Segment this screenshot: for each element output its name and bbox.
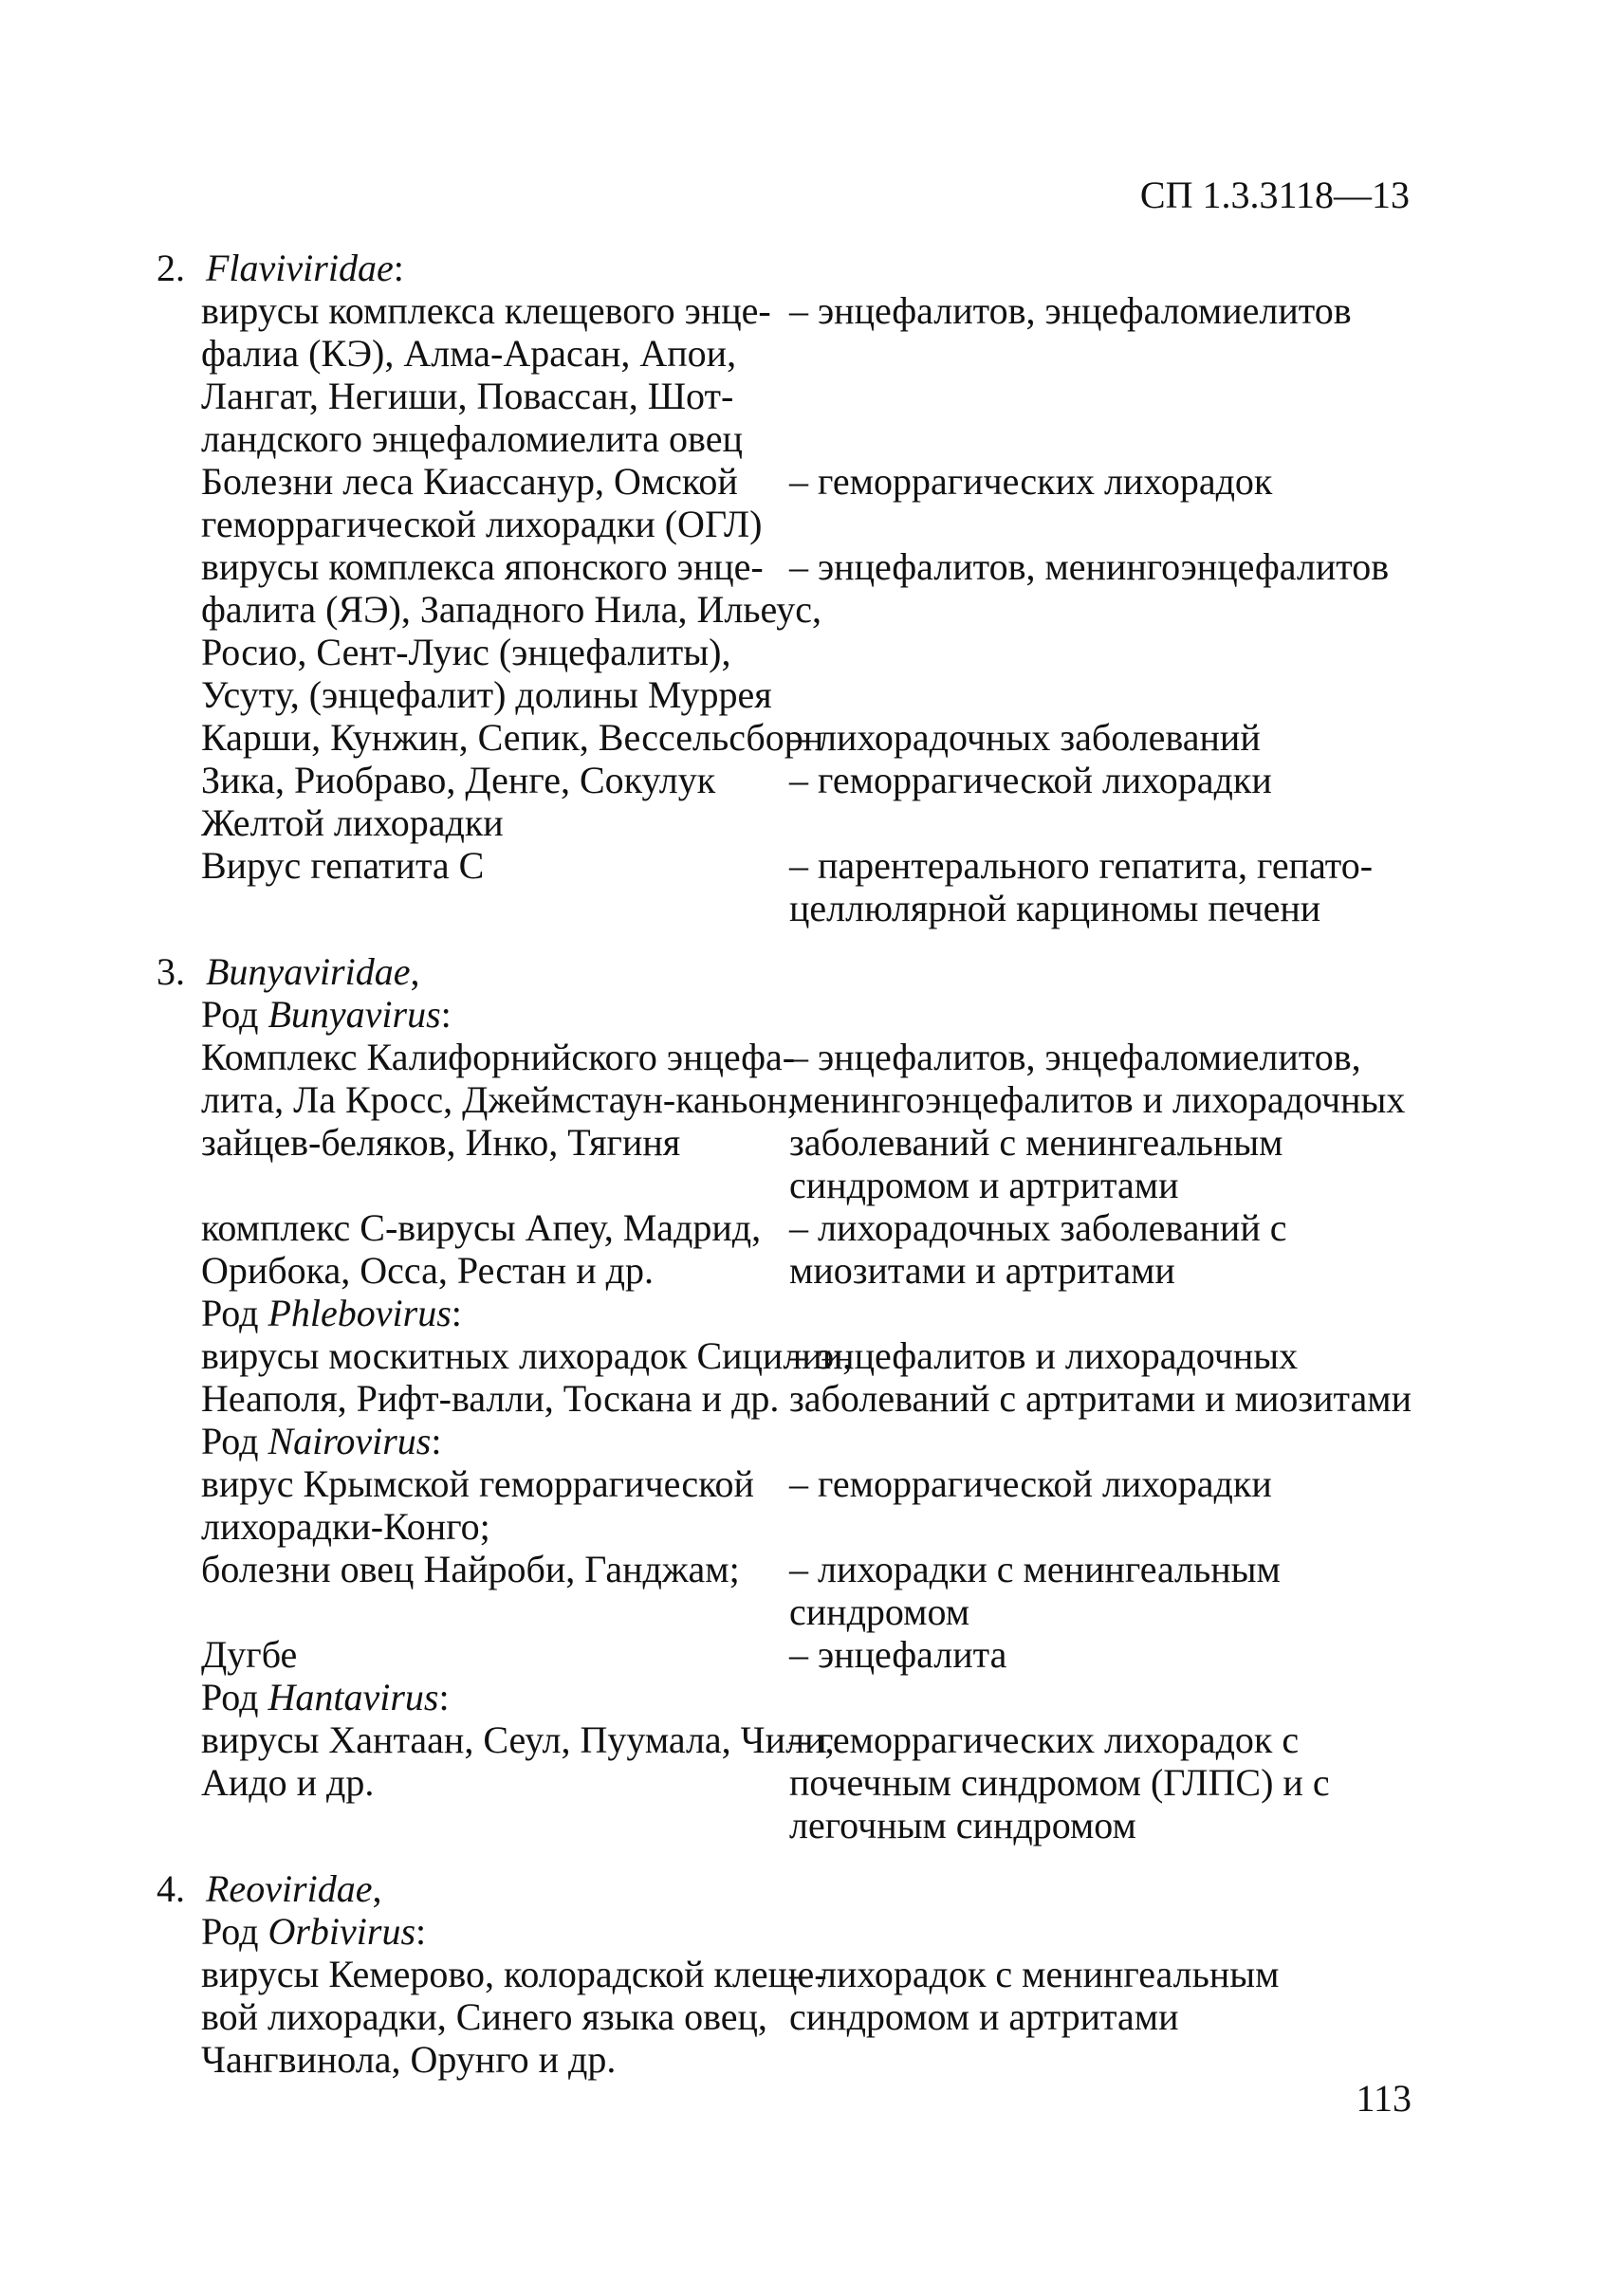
disease-cell	[789, 460, 1485, 545]
blank-line	[201, 1164, 789, 1206]
disease-line: – энцефалитов и лихорадочных	[789, 1334, 1299, 1377]
disease-cell	[789, 1548, 1485, 1633]
table-row	[157, 1334, 1485, 1420]
disease-cell	[789, 844, 1485, 929]
disease-line: – лихорадочных заболеваний с	[789, 1206, 1287, 1249]
disease-line: заболеваний с менингеальным	[789, 1121, 1283, 1164]
genus-name: Phlebovirus	[268, 1292, 452, 1334]
virus-names-cell	[157, 1206, 789, 1292]
family-name: Reoviridae	[206, 1867, 373, 1910]
family-section	[157, 950, 1485, 1846]
genus-heading	[157, 1292, 1485, 1334]
virus-list	[157, 247, 1485, 2081]
genus-prefix: Род	[201, 1420, 268, 1462]
genus-name: Orbivirus	[268, 1910, 416, 1953]
blank-line	[201, 1590, 789, 1633]
disease-cell	[789, 1462, 1485, 1548]
genus-punct: :	[431, 1420, 442, 1462]
disease-cell	[789, 1953, 1485, 2081]
virus-names-line: Аидо и др.	[201, 1761, 375, 1804]
section-number: 4.	[157, 1867, 185, 1910]
genus-heading	[157, 1676, 1485, 1718]
genus-punct: :	[451, 1292, 462, 1334]
disease-line: синдромом	[789, 1590, 970, 1633]
virus-names-line: комплекс С-вирусы Апеу, Мадрид,	[201, 1206, 762, 1249]
virus-names-line: вирус Крымской геморрагической	[201, 1462, 754, 1505]
virus-names-line: ландского энцефаломиелита овец	[201, 417, 743, 460]
disease-line: – геморрагической лихорадки	[789, 759, 1272, 801]
disease-line: почечным синдромом (ГЛПС) и с	[789, 1761, 1330, 1804]
family-section	[157, 247, 1485, 929]
virus-names-line: Карши, Кунжин, Сепик, Вессельсборн	[201, 716, 824, 759]
section-number: 2.	[157, 247, 185, 289]
family-heading	[157, 247, 1485, 289]
virus-names-line: геморрагической лихорадки (ОГЛ)	[201, 503, 763, 545]
disease-line: – энцефалитов, менингоэнцефалитов	[789, 545, 1390, 588]
disease-line: – геморрагической лихорадки	[789, 1462, 1272, 1505]
genus-name: Hantavirus	[268, 1676, 439, 1718]
table-row	[157, 1462, 1485, 1548]
disease-cell	[789, 545, 1485, 716]
table-row	[157, 1206, 1485, 1292]
genus-punct: :	[440, 993, 452, 1036]
genus-name: Nairovirus	[268, 1420, 432, 1462]
virus-names-line: фалиа (КЭ), Алма-Арасан, Апои,	[201, 332, 737, 375]
disease-line: – энцефалитов, энцефаломиелитов,	[789, 1036, 1361, 1078]
table-row	[157, 716, 1485, 759]
virus-names-line: Лангат, Негиши, Повассан, Шот-	[201, 375, 734, 417]
disease-line: – энцефалита	[789, 1633, 1007, 1676]
disease-line: миозитами и артритами	[789, 1249, 1175, 1292]
genus-heading	[157, 1910, 1485, 1953]
disease-line: – геморрагических лихорадок	[789, 460, 1273, 503]
virus-names-line: лита, Ла Кросс, Джеймстаун-каньон,	[201, 1078, 797, 1121]
family-heading	[157, 950, 1485, 993]
virus-names-cell	[157, 716, 824, 759]
virus-names-cell	[157, 844, 789, 929]
virus-names-line: фалита (ЯЭ), Западного Нила, Ильеус,	[201, 588, 822, 631]
virus-names-line: Дугбе	[201, 1633, 298, 1676]
genus-punct: :	[438, 1676, 450, 1718]
virus-names-line: Усуту, (энцефалит) долины Муррея	[201, 673, 772, 716]
disease-cell	[789, 289, 1485, 460]
virus-names-line: Орибока, Осса, Рестан и др.	[201, 1249, 654, 1292]
virus-names-line: вирусы москитных лихорадок Сицилии,	[201, 1334, 853, 1377]
genus-prefix: Род	[201, 993, 268, 1036]
virus-names-line: вирусы Кемерово, колорадской клеще-	[201, 1953, 827, 1995]
table-row	[157, 1953, 1485, 2081]
table-row	[157, 545, 1485, 716]
virus-names-line: зайцев-беляков, Инко, Тягиня	[201, 1121, 681, 1164]
disease-cell	[789, 1633, 1485, 1676]
blank-line	[201, 1804, 789, 1846]
disease-cell	[789, 1036, 1485, 1206]
virus-names-line: Вирус гепатита С	[201, 844, 485, 887]
disease-cell	[789, 1206, 1485, 1292]
genus-prefix: Род	[201, 1676, 268, 1718]
disease-line: синдромом и артритами	[789, 1164, 1179, 1206]
disease-line: – парентерального гепатита, гепато-	[789, 844, 1374, 887]
genus-punct: :	[415, 1910, 427, 1953]
virus-names-line: вирусы комплекса японского энце-	[201, 545, 764, 588]
genus-heading	[157, 993, 1485, 1036]
disease-line: заболеваний с артритами и миозитами	[789, 1377, 1412, 1420]
virus-names-line: болезни овец Найроби, Ганджам;	[201, 1548, 740, 1590]
virus-names-cell	[157, 1036, 797, 1206]
virus-names-line: Болезни леса Киассанур, Омской	[201, 460, 738, 503]
document-code-header: СП 1.3.3118—13	[1139, 174, 1410, 216]
genus-prefix: Род	[201, 1292, 268, 1334]
virus-names-cell	[157, 289, 789, 460]
disease-line: синдромом и артритами	[789, 1995, 1179, 2038]
table-row	[157, 1718, 1485, 1846]
virus-names-cell	[157, 545, 822, 716]
virus-names-line: Неаполя, Рифт-валли, Тоскана и др.	[201, 1377, 780, 1420]
virus-names-cell	[157, 1953, 827, 2081]
family-name: Flaviviridae	[206, 247, 394, 289]
virus-names-cell	[157, 1548, 789, 1633]
virus-names-cell	[157, 460, 789, 545]
disease-line: – геморрагических лихорадок с	[789, 1718, 1300, 1761]
disease-line: легочным синдромом	[789, 1804, 1136, 1846]
virus-names-line: Комплекс Калифорнийского энцефа-	[201, 1036, 796, 1078]
table-row	[157, 460, 1485, 545]
virus-names-line: Росио, Сент-Луис (энцефалиты),	[201, 631, 731, 673]
family-punct: :	[393, 247, 404, 289]
virus-names-cell	[157, 1718, 835, 1846]
disease-line: – лихорадок с менингеальным	[789, 1953, 1280, 1995]
virus-names-cell	[157, 1334, 853, 1420]
disease-line: целлюлярной карциномы печени	[789, 887, 1321, 929]
disease-line: – лихорадочных заболеваний	[789, 716, 1261, 759]
table-row	[157, 1036, 1485, 1206]
disease-cell	[789, 1718, 1485, 1846]
virus-names-line: Чангвинола, Орунго и др.	[201, 2038, 617, 2081]
virus-names-line: лихорадки-Конго;	[201, 1505, 490, 1548]
virus-names-cell	[157, 759, 789, 844]
family-name: Bunyaviridae	[206, 950, 411, 993]
family-punct: ,	[410, 950, 420, 993]
virus-names-line: вирусы комплекса клещевого энце-	[201, 289, 771, 332]
family-punct: ,	[372, 1867, 382, 1910]
virus-names-cell	[157, 1462, 789, 1548]
page-number: 113	[1356, 2077, 1412, 2120]
table-row	[157, 759, 1485, 844]
blank-line	[201, 887, 789, 929]
genus-name: Bunyavirus	[268, 993, 441, 1036]
table-row	[157, 1633, 1485, 1676]
disease-cell	[789, 716, 1485, 759]
disease-line: менингоэнцефалитов и лихорадочных	[789, 1078, 1406, 1121]
virus-names-line: Зика, Риобраво, Денге, Сокулук	[201, 759, 716, 801]
disease-line: – лихорадки с менингеальным	[789, 1548, 1281, 1590]
section-number: 3.	[157, 950, 185, 993]
virus-names-line: вирусы Хантаан, Сеул, Пуумала, Чили,	[201, 1718, 835, 1761]
virus-names-line: вой лихорадки, Синего языка овец,	[201, 1995, 767, 2038]
virus-names-line: Желтой лихорадки	[201, 801, 504, 844]
table-row	[157, 844, 1485, 929]
genus-prefix: Род	[201, 1910, 268, 1953]
family-section	[157, 1867, 1485, 2081]
family-heading	[157, 1867, 1485, 1910]
table-row	[157, 289, 1485, 460]
table-row	[157, 1548, 1485, 1633]
disease-line: – энцефалитов, энцефаломиелитов	[789, 289, 1352, 332]
disease-cell	[789, 1334, 1485, 1420]
virus-names-cell	[157, 1633, 789, 1676]
genus-heading	[157, 1420, 1485, 1462]
disease-cell	[789, 759, 1485, 844]
